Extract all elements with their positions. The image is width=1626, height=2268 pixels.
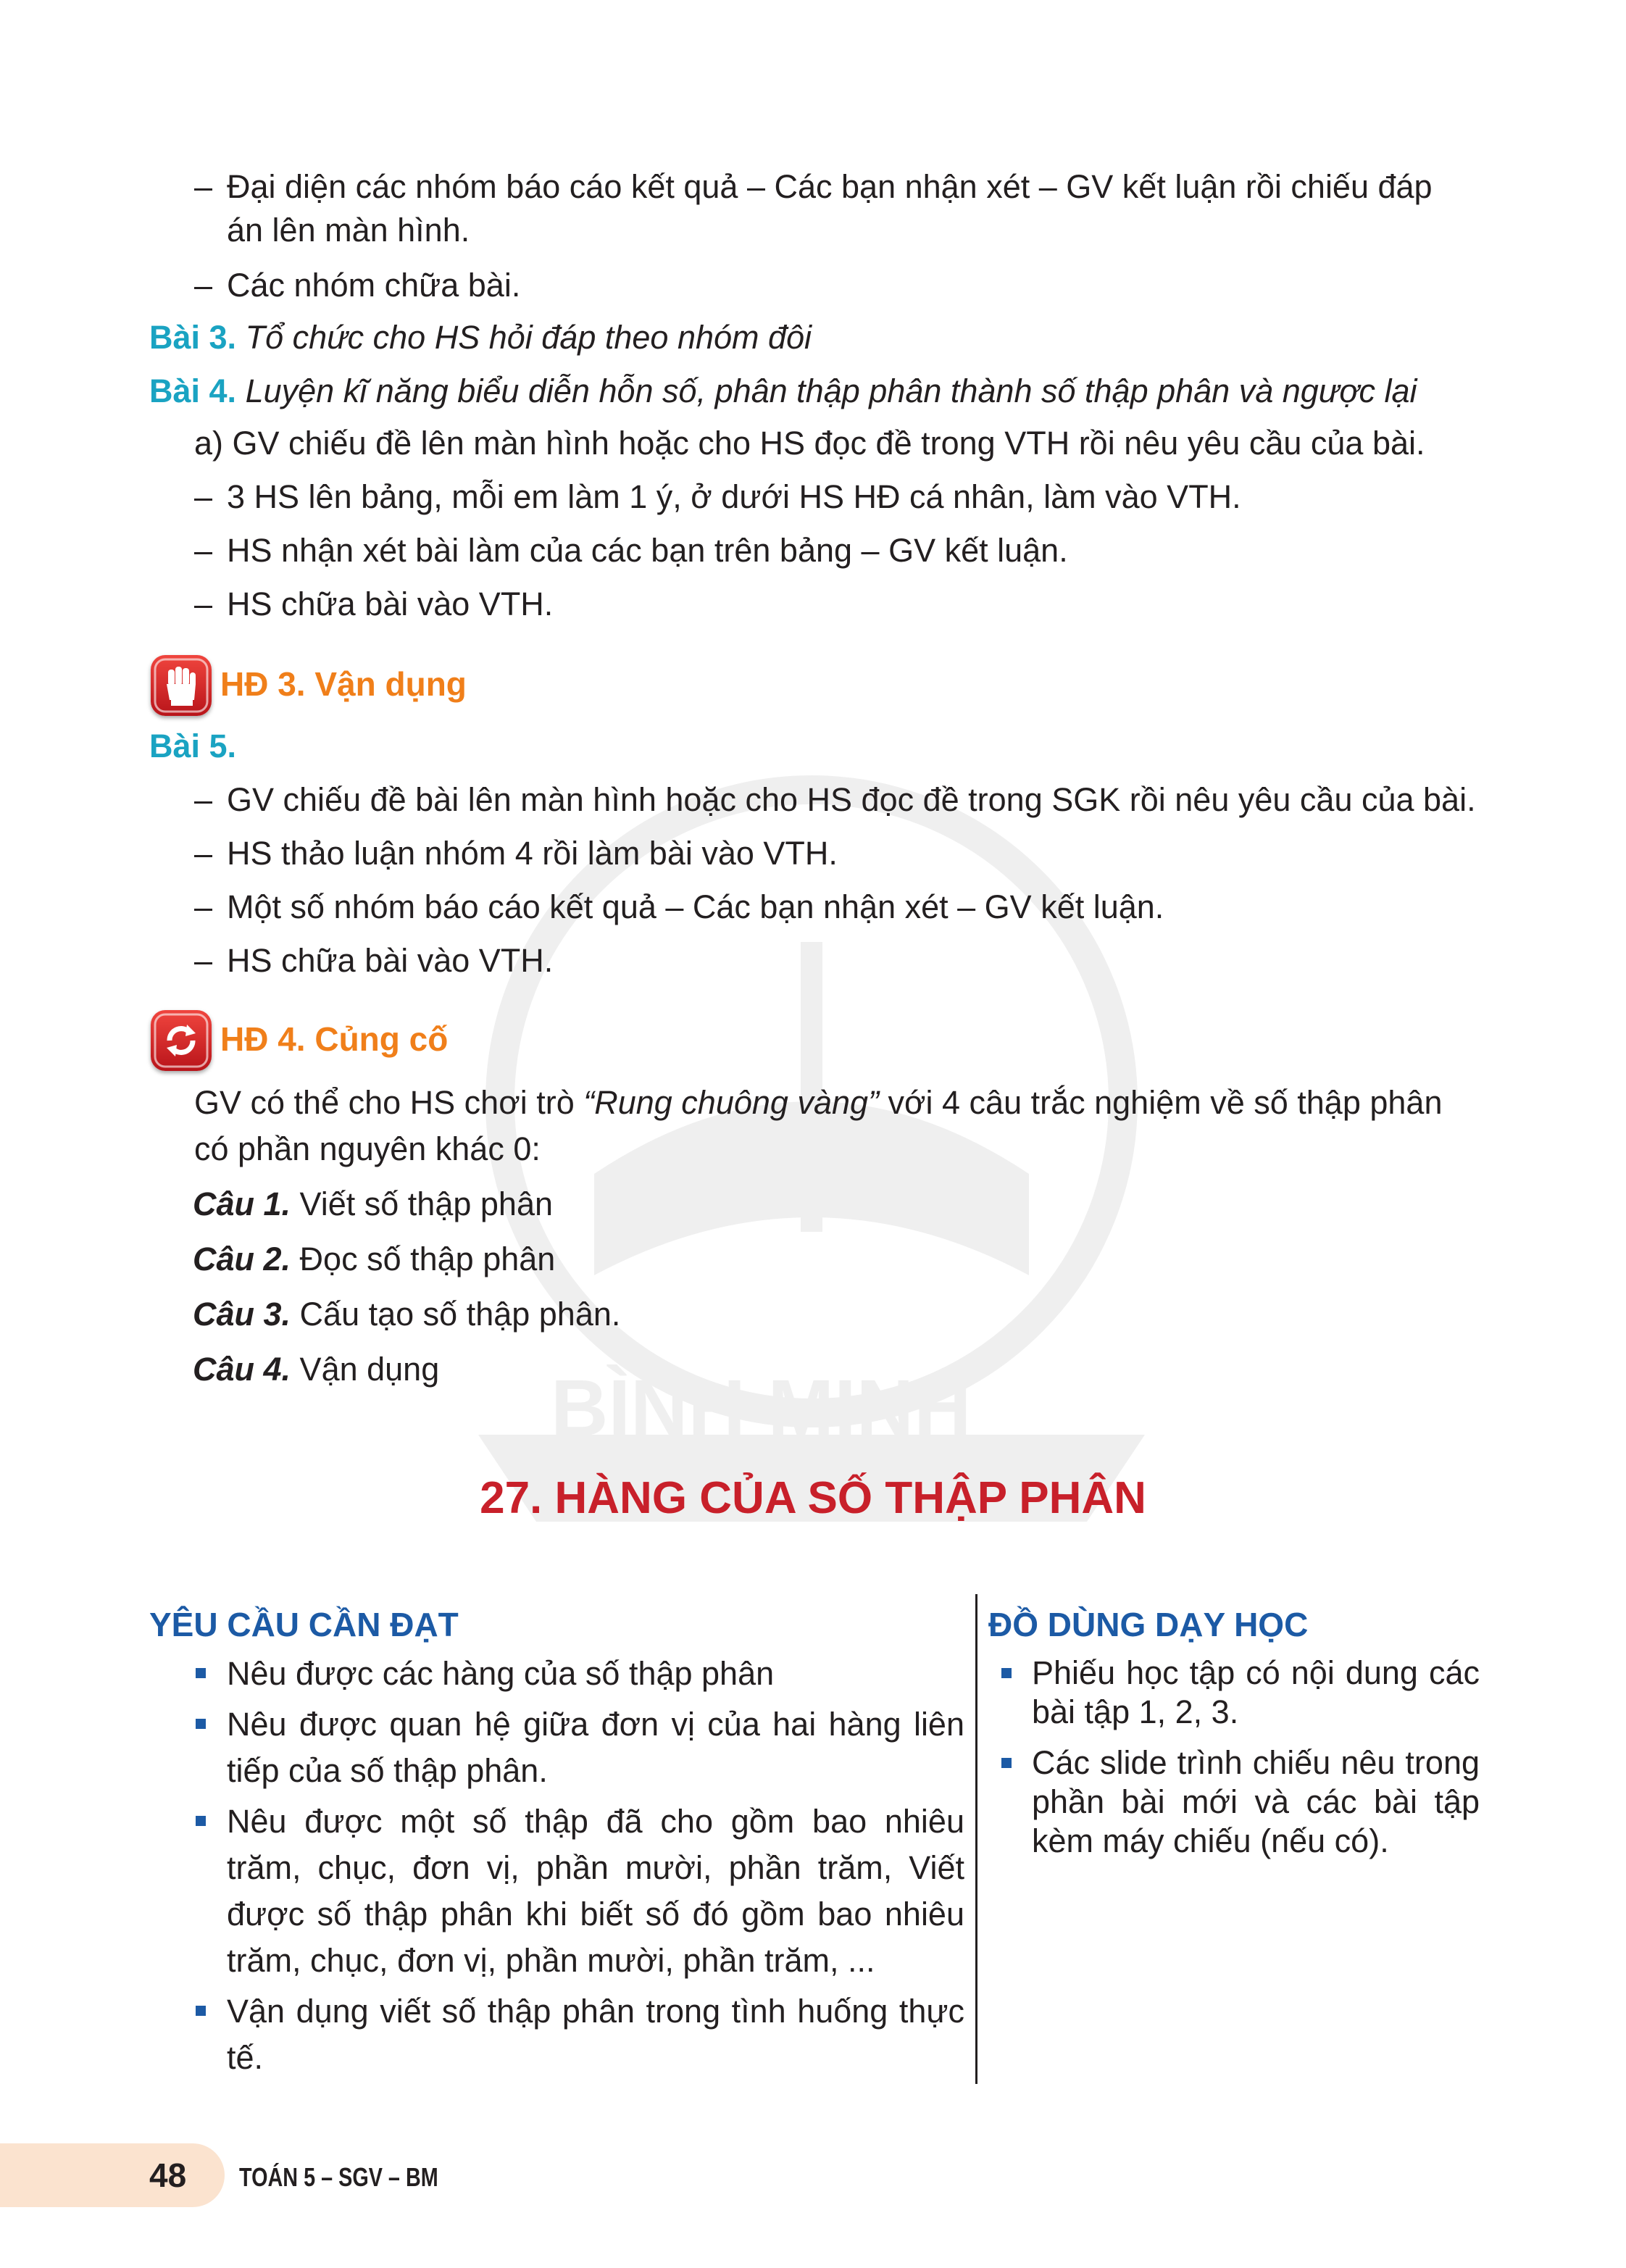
question-text: Viết số thập phân	[291, 1185, 554, 1222]
bullet-icon	[1001, 1758, 1012, 1768]
hd4-intro-line1	[194, 1084, 1442, 1122]
watermark-text: BÌNH MINH	[551, 1364, 972, 1453]
hd3-item: GV chiếu đề bài lên màn hình hoặc cho HS đọc đề trong SGK rồi nêu yêu cầu của bài.	[227, 781, 1476, 818]
hd4-intro-start: GV có thể cho HS chơi trò	[194, 1084, 584, 1121]
question-label: Câu 3.	[193, 1296, 291, 1333]
dash-marker: –	[194, 942, 213, 979]
bai4-label: Bài 4.	[149, 372, 237, 409]
bai4-item: HS chữa bài vào VTH.	[227, 585, 554, 622]
fist-icon	[151, 655, 212, 716]
bai4-item: HS nhận xét bài làm của các bạn trên bảng – GV kết luận.	[227, 532, 1068, 569]
bullet-icon	[196, 1816, 206, 1826]
hd4-game-name: “Rung chuông vàng”	[583, 1084, 880, 1121]
question-text: Đọc số thập phân	[291, 1241, 556, 1277]
dash-marker: –	[194, 267, 213, 304]
hd3-item: Một số nhóm báo cáo kết quả – Các bạn nhận xét – GV kết luận.	[227, 888, 1164, 925]
hd4-title: HĐ 4. Củng cố	[220, 1020, 449, 1058]
question-3	[193, 1296, 620, 1333]
bullet-icon	[1001, 1668, 1012, 1678]
groups-correct-line: Các nhóm chữa bài.	[227, 267, 521, 304]
dash-marker: –	[194, 781, 213, 818]
book-title: TOÁN 5 – SGV – BM	[239, 2162, 438, 2192]
dash-marker: –	[194, 532, 213, 569]
question-label: Câu 1.	[193, 1185, 291, 1222]
refresh-icon	[151, 1010, 212, 1071]
bai4-heading	[149, 372, 1417, 410]
question-label: Câu 4.	[193, 1351, 291, 1388]
dash-marker: –	[194, 168, 213, 205]
lesson-title: 27. HÀNG CỦA SỐ THẬP PHÂN	[480, 1473, 1146, 1523]
bai3-text: Tổ chức cho HS hỏi đáp theo nhóm đôi	[245, 319, 812, 356]
question-label: Câu 2.	[193, 1241, 291, 1277]
bai4-part-a: a) GV chiếu đề lên màn hình hoặc cho HS đọc đề trong VTH rồi nêu yêu cầu của bài.	[194, 425, 1425, 462]
hd3-item: HS chữa bài vào VTH.	[227, 942, 554, 979]
question-2	[193, 1241, 555, 1278]
requirement-item: Nêu được một số thập đã cho gồm bao nhiêu trăm, chục, đơn vị, phần mười, phần trăm, Viết được số thập phân khi biết số đó gồm bao nhiêu trăm, chục, đơn vị, phần mười, phần trăm, ...	[227, 1803, 964, 1979]
hd3-title: HĐ 3. Vận dụng	[220, 665, 467, 703]
hd4-intro-end: với 4 câu trắc nghiệm về số thập phân	[879, 1084, 1443, 1121]
requirement-item: Vận dụng viết số thập phân trong tình huống thực tế.	[227, 1993, 964, 2076]
dash-marker: –	[194, 888, 213, 925]
hd3-item: HS thảo luận nhóm 4 rồi làm bài vào VTH.	[227, 835, 838, 872]
question-1	[193, 1185, 553, 1223]
bullet-icon	[196, 1719, 206, 1729]
bai3-label: Bài 3.	[149, 319, 237, 356]
bullet-icon	[196, 2006, 206, 2016]
bai3-heading	[149, 319, 812, 357]
report-line-part1: Đại diện các nhóm báo cáo kết quả – Các bạn nhận xét – GV kết luận rồi chiếu đáp	[227, 168, 1433, 205]
dash-marker: –	[194, 585, 213, 622]
footer-page-tab	[0, 2143, 225, 2207]
question-4	[193, 1351, 439, 1388]
dash-marker: –	[194, 835, 213, 872]
material-item: Phiếu học tập có nội dung các bài tập 1, 2, 3.	[1032, 1654, 1480, 1730]
page-number: 48	[149, 2156, 187, 2194]
question-text: Vận dụng	[291, 1351, 440, 1388]
materials-heading: ĐỒ DÙNG DẠY HỌC	[988, 1606, 1309, 1643]
bullet-icon	[196, 1668, 206, 1678]
report-line-part2: án lên màn hình.	[227, 212, 470, 249]
requirement-item: Nêu được quan hệ giữa đơn vị của hai hàng liên tiếp của số thập phân.	[227, 1706, 964, 1789]
hd4-intro-line2: có phần nguyên khác 0:	[194, 1130, 541, 1167]
requirement-item: Nêu được các hàng của số thập phân	[227, 1655, 775, 1692]
question-text: Cấu tạo số thập phân.	[291, 1296, 621, 1333]
material-item: Các slide trình chiếu nêu trong phần bài mới và các bài tập kèm máy chiếu (nếu có).	[1032, 1744, 1480, 1859]
column-divider	[975, 1594, 977, 2084]
bai4-item: 3 HS lên bảng, mỗi em làm 1 ý, ở dưới HS HĐ cá nhân, làm vào VTH.	[227, 478, 1241, 515]
bai4-text: Luyện kĩ năng biểu diễn hỗn số, phân thập phân thành số thập phân và ngược lại	[245, 372, 1417, 409]
bai5-label: Bài 5.	[149, 727, 237, 764]
dash-marker: –	[194, 478, 213, 515]
requirements-heading: YÊU CẦU CẦN ĐẠT	[149, 1606, 459, 1643]
